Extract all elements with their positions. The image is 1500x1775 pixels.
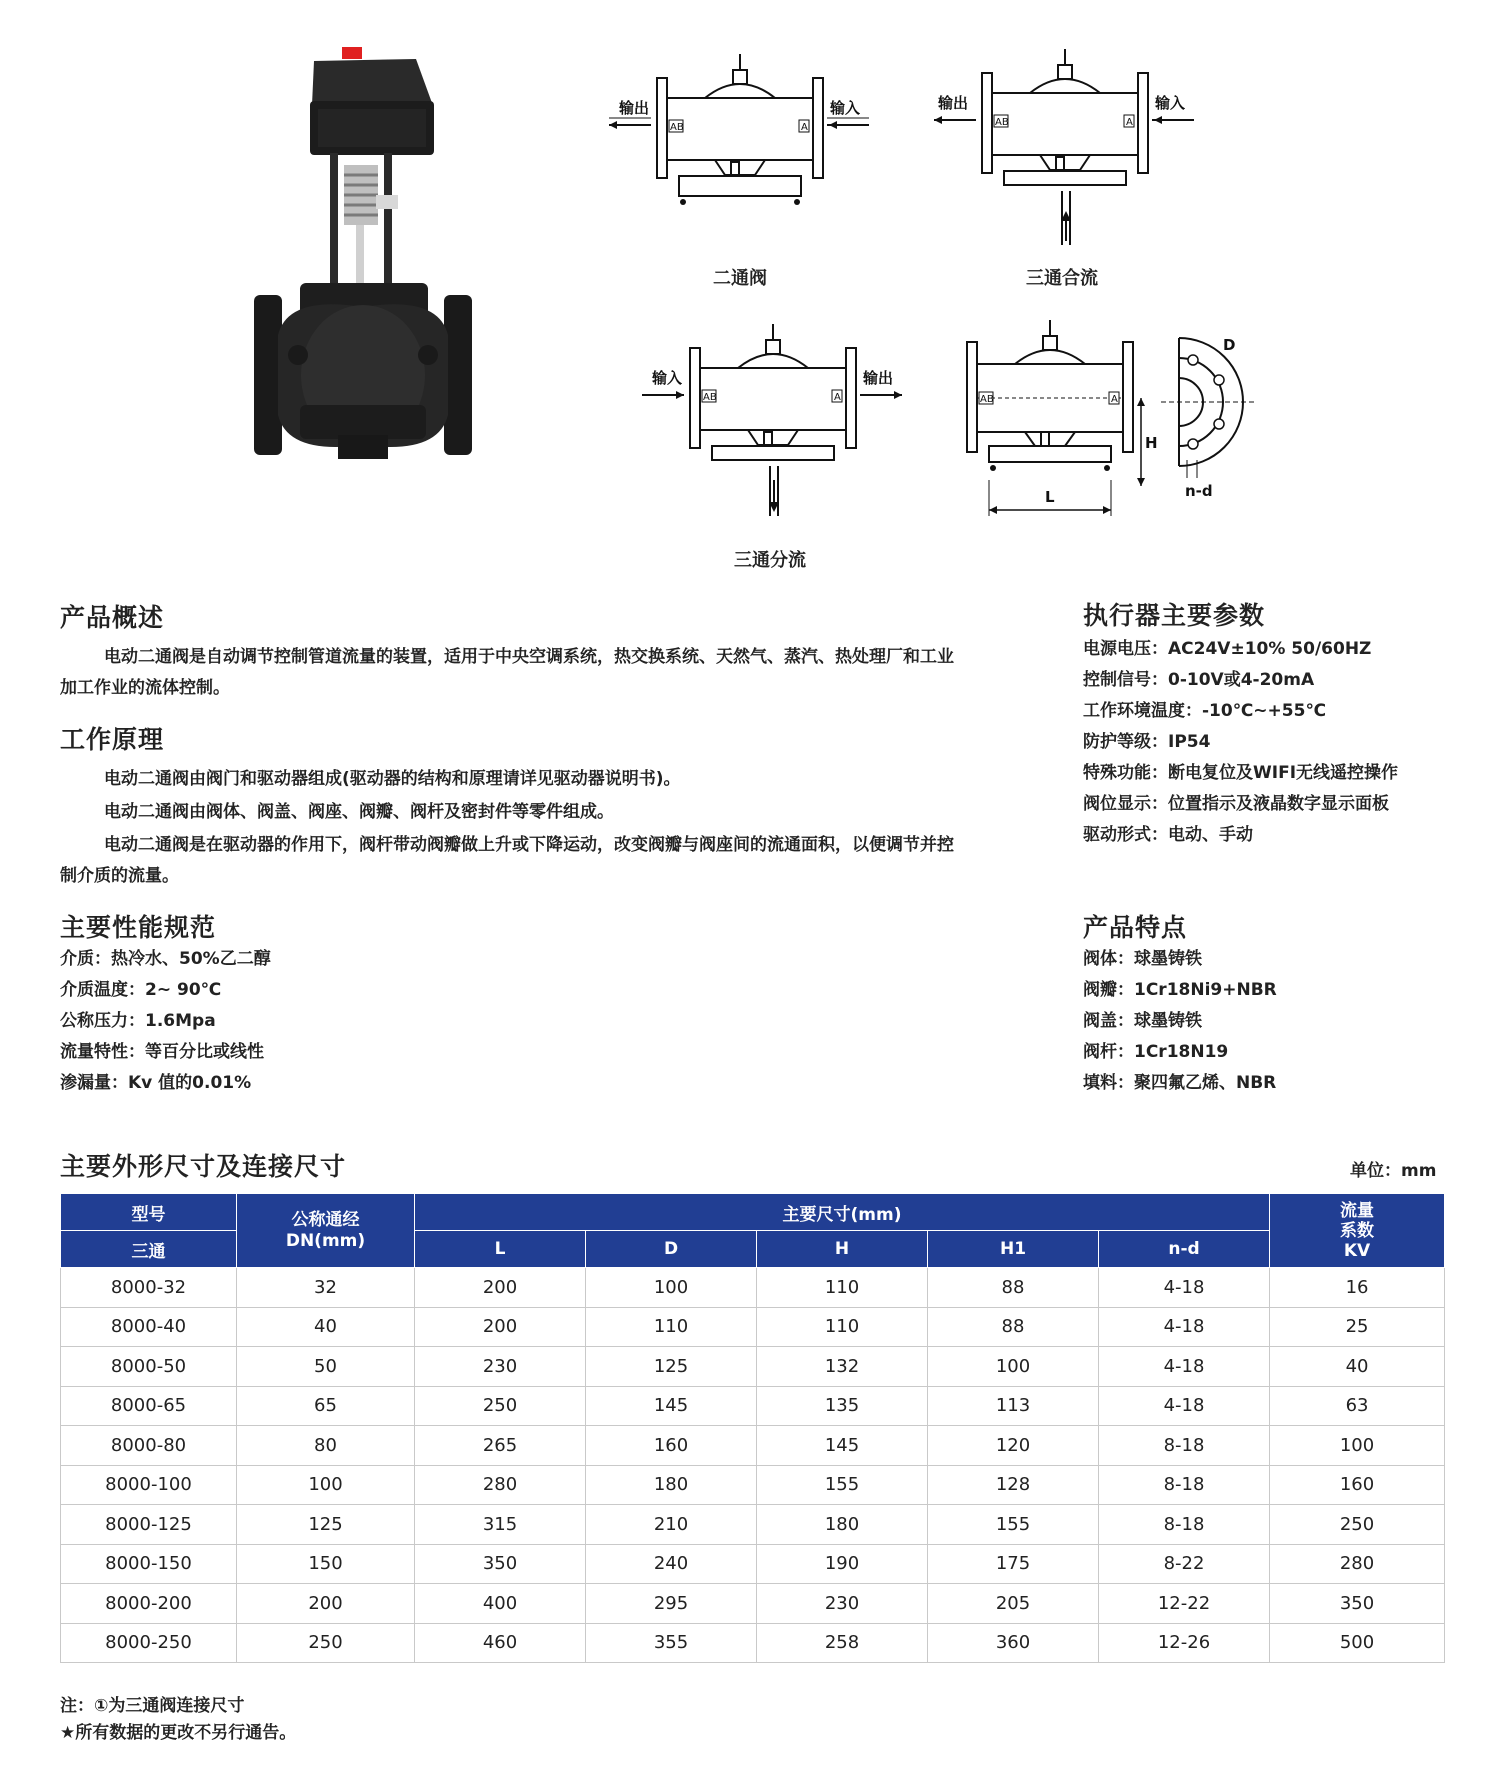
table-cell: 200 xyxy=(415,1307,586,1347)
table-cell: 113 xyxy=(928,1386,1099,1426)
table-cell: 88 xyxy=(928,1307,1099,1347)
table-cell: 110 xyxy=(757,1307,928,1347)
table-cell: 155 xyxy=(928,1505,1099,1545)
label-a: A xyxy=(834,392,841,403)
table-cell: 8000-40 xyxy=(61,1307,237,1347)
table-cell: 65 xyxy=(237,1386,415,1426)
table-row xyxy=(61,1307,1445,1347)
notes xyxy=(60,1693,296,1747)
table-cell: 110 xyxy=(757,1268,928,1308)
table-cell: 4-18 xyxy=(1099,1386,1270,1426)
table-cell: 8000-32 xyxy=(61,1268,237,1308)
label-ab: AB xyxy=(995,117,1009,128)
label-out: 输出 xyxy=(619,99,650,117)
table-cell: 8000-150 xyxy=(61,1544,237,1584)
table-cell: 100 xyxy=(928,1347,1099,1387)
label-out: 输出 xyxy=(863,369,894,387)
table-cell: 120 xyxy=(928,1426,1099,1466)
table-cell: 8000-50 xyxy=(61,1347,237,1387)
note-line: ★所有数据的更改不另行通告。 xyxy=(60,1723,297,1743)
table-cell: 175 xyxy=(928,1544,1099,1584)
label-ab: AB xyxy=(703,392,717,403)
table-cell: 265 xyxy=(415,1426,586,1466)
table-cell: 8000-200 xyxy=(61,1584,237,1624)
header-kv-line1: 流量 xyxy=(1340,1200,1375,1221)
label-a: A xyxy=(1126,117,1133,128)
table-cell: 230 xyxy=(415,1347,586,1387)
table-cell: 4-18 xyxy=(1099,1347,1270,1387)
table-cell: 250 xyxy=(237,1623,415,1663)
three-way-mixing-diagram xyxy=(930,45,1200,255)
table-cell: 8000-100 xyxy=(61,1465,237,1505)
label-in: 输入 xyxy=(652,369,683,387)
feature-item: 阀瓣：1Cr18Ni9+NBR xyxy=(1083,980,1277,1000)
table-cell: 12-22 xyxy=(1099,1584,1270,1624)
dimensions-title: 主要外形尺寸及连接尺寸 xyxy=(60,1152,347,1181)
label-nd: n-d xyxy=(1185,482,1213,500)
table-row xyxy=(61,1623,1445,1663)
feature-item: 填料：聚四氟乙烯、NBR xyxy=(1083,1073,1277,1093)
principle-line-1: 电动二通阀由阀门和驱动器组成(驱动器的结构和原理请详见驱动器说明书)。 xyxy=(104,769,681,789)
actuator-item: 驱动形式：电动、手动 xyxy=(1083,825,1253,845)
header-three-way: 三通 xyxy=(61,1231,237,1268)
two-way-valve-diagram xyxy=(605,50,875,240)
label-out: 输出 xyxy=(938,94,969,112)
table-cell: 230 xyxy=(757,1584,928,1624)
header-kv-line3: KV xyxy=(1343,1240,1371,1261)
header-d: D xyxy=(586,1231,757,1268)
table-cell: 125 xyxy=(586,1347,757,1387)
table-cell: 50 xyxy=(237,1347,415,1387)
performance-title: 主要性能规范 xyxy=(60,913,217,942)
table-cell: 250 xyxy=(415,1386,586,1426)
label-in: 输入 xyxy=(1155,94,1186,112)
table-cell: 460 xyxy=(415,1623,586,1663)
table-cell: 240 xyxy=(586,1544,757,1584)
table-cell: 16 xyxy=(1270,1268,1445,1308)
table-cell: 295 xyxy=(586,1584,757,1624)
principle-line-2: 电动二通阀由阀体、阀盖、阀座、阀瓣、阀杆及密封件等零件组成。 xyxy=(104,802,614,822)
performance-item: 公称压力：1.6Mpa xyxy=(60,1011,216,1031)
table-cell: 4-18 xyxy=(1099,1268,1270,1308)
table-cell: 8000-65 xyxy=(61,1386,237,1426)
performance-list xyxy=(60,944,271,1099)
actuator-item: 阀位显示：位置指示及液晶数字显示面板 xyxy=(1083,794,1389,814)
table-cell: 8000-80 xyxy=(61,1426,237,1466)
table-cell: 190 xyxy=(757,1544,928,1584)
label-ab: AB xyxy=(670,122,684,133)
features-list xyxy=(1083,944,1277,1099)
feature-item: 阀体：球墨铸铁 xyxy=(1083,949,1202,969)
table-row xyxy=(61,1426,1445,1466)
table-row xyxy=(61,1386,1445,1426)
table-cell: 128 xyxy=(928,1465,1099,1505)
header-h1: H1 xyxy=(928,1231,1099,1268)
header-kv-line2: 系数 xyxy=(1340,1220,1375,1241)
table-cell: 88 xyxy=(928,1268,1099,1308)
table-cell: 180 xyxy=(757,1505,928,1545)
table-row xyxy=(61,1505,1445,1545)
table-cell: 200 xyxy=(415,1268,586,1308)
performance-item: 介质：热冷水、50%乙二醇 xyxy=(60,949,271,969)
actuator-list xyxy=(1083,634,1398,851)
table-cell: 280 xyxy=(1270,1544,1445,1584)
actuator-title: 执行器主要参数 xyxy=(1083,601,1266,630)
header-h: H xyxy=(757,1231,928,1268)
caption-two-way: 二通阀 xyxy=(713,268,767,289)
table-cell: 250 xyxy=(1270,1505,1445,1545)
label-ab: AB xyxy=(980,394,994,405)
table-cell: 125 xyxy=(237,1505,415,1545)
table-cell: 8-18 xyxy=(1099,1505,1270,1545)
dimensions-table xyxy=(60,1193,1445,1663)
table-row xyxy=(61,1347,1445,1387)
table-cell: 150 xyxy=(237,1544,415,1584)
table-cell: 500 xyxy=(1270,1623,1445,1663)
table-cell: 160 xyxy=(1270,1465,1445,1505)
table-row xyxy=(61,1268,1445,1308)
feature-item: 阀盖：球墨铸铁 xyxy=(1083,1011,1202,1031)
overview-title: 产品概述 xyxy=(60,603,165,632)
performance-item: 介质温度：2~ 90℃ xyxy=(60,980,222,1000)
label-a: A xyxy=(1111,394,1118,405)
table-cell: 145 xyxy=(757,1426,928,1466)
table-cell: 180 xyxy=(586,1465,757,1505)
unit-label: 单位：mm xyxy=(1350,1161,1437,1181)
table-cell: 258 xyxy=(757,1623,928,1663)
table-cell: 350 xyxy=(1270,1584,1445,1624)
actuator-item: 电源电压：AC24V±10% 50/60HZ xyxy=(1083,639,1372,659)
label-d: D xyxy=(1223,336,1236,354)
table-cell: 280 xyxy=(415,1465,586,1505)
table-row xyxy=(61,1544,1445,1584)
performance-item: 渗漏量：Kv 值的0.01% xyxy=(60,1073,252,1093)
features-title: 产品特点 xyxy=(1083,913,1188,942)
header-row-1 xyxy=(61,1194,1445,1231)
header-nd: n-d xyxy=(1099,1231,1270,1268)
table-cell: 135 xyxy=(757,1386,928,1426)
table-cell: 100 xyxy=(586,1268,757,1308)
table-cell: 145 xyxy=(586,1386,757,1426)
principle-line-3: 电动二通阀是在驱动器的作用下，阀杆带动阀瓣做上升或下降运动，改变阀瓣与阀座间的流通面积，以便调节并控制介质的流量。 xyxy=(60,835,954,886)
header-model: 型号 xyxy=(61,1194,237,1231)
table-cell: 80 xyxy=(237,1426,415,1466)
table-cell: 25 xyxy=(1270,1307,1445,1347)
table-cell: 8-18 xyxy=(1099,1465,1270,1505)
table-cell: 205 xyxy=(928,1584,1099,1624)
table-body xyxy=(61,1268,1445,1663)
table-cell: 8-22 xyxy=(1099,1544,1270,1584)
table-cell: 200 xyxy=(237,1584,415,1624)
valve-product-image xyxy=(248,45,484,530)
table-cell: 355 xyxy=(586,1623,757,1663)
table-cell: 160 xyxy=(586,1426,757,1466)
performance-item: 流量特性：等百分比或线性 xyxy=(60,1042,264,1062)
label-h: H xyxy=(1145,434,1158,452)
label-in: 输入 xyxy=(830,99,861,117)
table-cell: 40 xyxy=(237,1307,415,1347)
table-cell: 400 xyxy=(415,1584,586,1624)
table-cell: 32 xyxy=(237,1268,415,1308)
table-cell: 100 xyxy=(237,1465,415,1505)
caption-three-way-divert: 三通分流 xyxy=(734,550,806,571)
actuator-item: 控制信号：0-10V或4-20mA xyxy=(1083,670,1315,690)
table-cell: 110 xyxy=(586,1307,757,1347)
label-a: A xyxy=(801,122,808,133)
principle-title: 工作原理 xyxy=(60,725,165,754)
table-cell: 155 xyxy=(757,1465,928,1505)
table-cell: 210 xyxy=(586,1505,757,1545)
three-way-diverting-diagram xyxy=(638,320,908,530)
table-cell: 4-18 xyxy=(1099,1307,1270,1347)
overview-text: 电动二通阀是自动调节控制管道流量的装置，适用于中央空调系统，热交换系统、天然气、蒸汽、热处理厂和工业加工作业的流体控制。 xyxy=(60,647,954,698)
table-cell: 8000-250 xyxy=(61,1623,237,1663)
actuator-item: 特殊功能：断电复位及WIFI无线遥控操作 xyxy=(1083,763,1399,783)
table-cell: 100 xyxy=(1270,1426,1445,1466)
table-cell: 8-18 xyxy=(1099,1426,1270,1466)
dimensions-table-wrap xyxy=(60,1193,1445,1663)
dimension-diagram xyxy=(955,320,1255,530)
actuator-item: 防护等级：IP54 xyxy=(1083,732,1211,752)
label-l: L xyxy=(1045,488,1055,506)
table-cell: 8000-125 xyxy=(61,1505,237,1545)
feature-item: 阀杆：1Cr18N19 xyxy=(1083,1042,1229,1062)
table-cell: 315 xyxy=(415,1505,586,1545)
header-dn-line1: 公称通经 xyxy=(291,1209,360,1230)
table-cell: 63 xyxy=(1270,1386,1445,1426)
header-l: L xyxy=(415,1231,586,1268)
header-dn xyxy=(237,1194,415,1268)
table-cell: 132 xyxy=(757,1347,928,1387)
caption-three-way-mix: 三通合流 xyxy=(1026,268,1098,289)
table-cell: 12-26 xyxy=(1099,1623,1270,1663)
header-kv xyxy=(1270,1194,1445,1268)
table-cell: 40 xyxy=(1270,1347,1445,1387)
table-row xyxy=(61,1465,1445,1505)
header-dn-line2: DN(mm) xyxy=(285,1230,366,1251)
note-line: 注：①为三通阀连接尺寸 xyxy=(60,1696,245,1716)
table-cell: 360 xyxy=(928,1623,1099,1663)
table-cell: 350 xyxy=(415,1544,586,1584)
table-row xyxy=(61,1584,1445,1624)
actuator-item: 工作环境温度：-10℃~+55℃ xyxy=(1083,701,1327,721)
header-main: 主要尺寸(mm) xyxy=(415,1194,1270,1231)
